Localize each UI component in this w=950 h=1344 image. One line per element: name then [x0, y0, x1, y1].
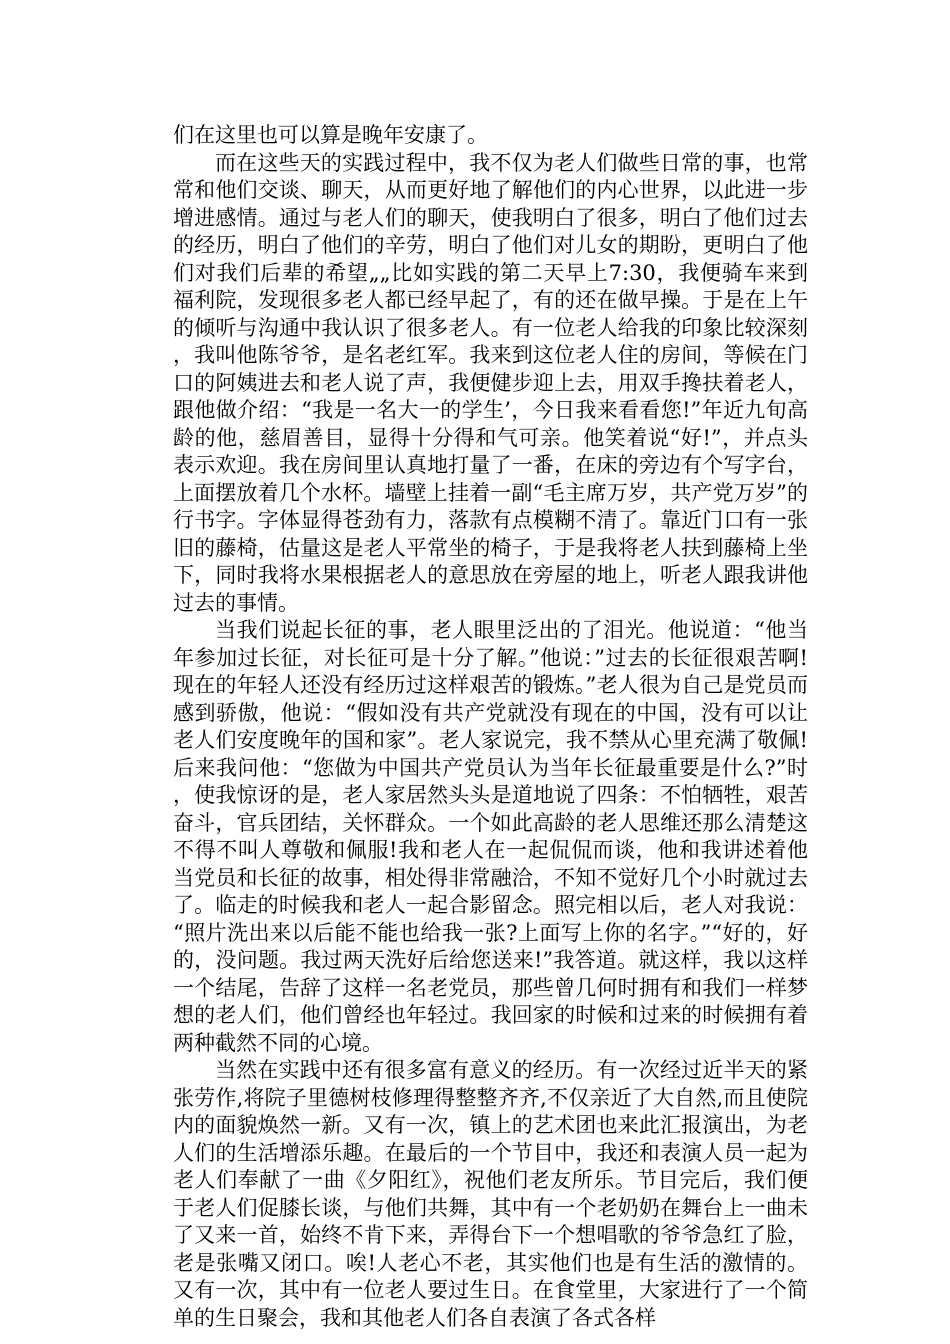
paragraph-1: 们在这里也可以算是晚年安康了。: [173, 123, 488, 147]
paragraph-2: 而在这些天的实践过程中，我不仅为老人们做些日常的事，也常常和他们交谈、聊天，从而更好地了解他们的内心世界，以此进一步增进感情。通过与老人们的聊天，使我明白了很多，明白了他们过去的经历，明白了他们的辛劳，明白了他们对儿女的期盼，更明白了他们对我们后辈的希望„„比如实践的第二天早上7:30，我便骑车来到福利院，发现很多老人都已经早起了，有的还在做早操。于是在上午的倾听与沟通中我认识了很多老人。有一位老人给我的印象比较深刻，我叫他陈爷爷，是名老红军。我来到这位老人住的房间，等候在门口的阿姨进去和老人说了声，我便健步迎上去，用双手搀扶着老人，跟他做介绍：“我是一名大一的学生’，今日我来看看您!”年近九旬高龄的他，慈眉善目，显得十分得和气可亲。他笑着说“好!”，并点头表示欢迎。我在房间里认真地打量了一番，在床的旁边有个写字台，上面摆放着几个水杯。墙壁上挂着一副“毛主席万岁，共产党万岁”的行书字。字体显得苍劲有力，落款有点模糊不清了。靠近门口有一张旧的藤椅，估量这是老人平常坐的椅子，于是我将老人扶到藤椅上坐下，同时我将水果根据老人的意思放在旁屋的地上，听老人跟我讲他过去的事情。: [173, 150, 808, 615]
document-body: [173, 122, 808, 1332]
paragraph-3: 当我们说起长征的事，老人眼里泛出的了泪光。他说道：“他当年参加过长征，对长征可是十分了解。”他说：”过去的长征很艰苦啊!现在的年轻人还没有经历过这样艰苦的锻炼。”老人很为自己是党员而感到骄傲，他说：“假如没有共产党就没有现在的中国，没有可以让老人们安度晚年的国和家”。老人家说完，我不禁从心里充满了敬佩!后来我问他：“您做为中国共产党员认为当年长征最重要是什么?”时，使我惊讶的是，老人家居然头头是道地说了四条：不怕牺牲，艰苦奋斗，官兵团结，关怀群众。一个如此高龄的老人思维还那么清楚这不得不叫人尊敬和佩服!我和老人在一起侃侃而谈，他和我讲述着他当党员和长征的故事，相处得非常融洽，不知不觉好几个小时就过去了。临走的时候我和老人一起合影留念。照完相以后，老人对我说：“照片洗出来以后能不能也给我一张?上面写上你的名字。”“好的，好的，没问题。我过两天洗好后给您送来!”我答道。就这样，我以这样一个结尾，告辞了这样一名老党员，那些曾几何时拥有和我们一样梦想的老人们，他们曾经也年轻过。我回家的时候和过来的时候拥有着两种截然不同的心境。: [173, 618, 808, 1055]
paragraph-4: 当然在实践中还有很多富有意义的经历。有一次经过近半天的紧张劳作,将院子里德树枝修理得整整齐齐,不仅亲近了大自然,而且使院内的面貌焕然一新。又有一次，镇上的艺术团也来此汇报演出，为老人们的生活增添乐趣。在最后的一个节目中，我还和表演人员一起为老人们奉献了一曲《夕阳红》，祝他们老友所乐。节目完后，我们便于老人们促膝长谈，与他们共舞，其中有一个老奶奶在舞台上一曲未了又来一首，始终不肯下来，弄得台下一个想唱歌的爷爷急红了脸，老是张嘴又闭口。唉!人老心不老，其实他们也是有生活的激情的。又有一次，其中有一位老人要过生日。在食堂里，大家进行了一个简单的生日聚会，我和其他老人们各自表演了各式各样: [173, 1058, 808, 1330]
